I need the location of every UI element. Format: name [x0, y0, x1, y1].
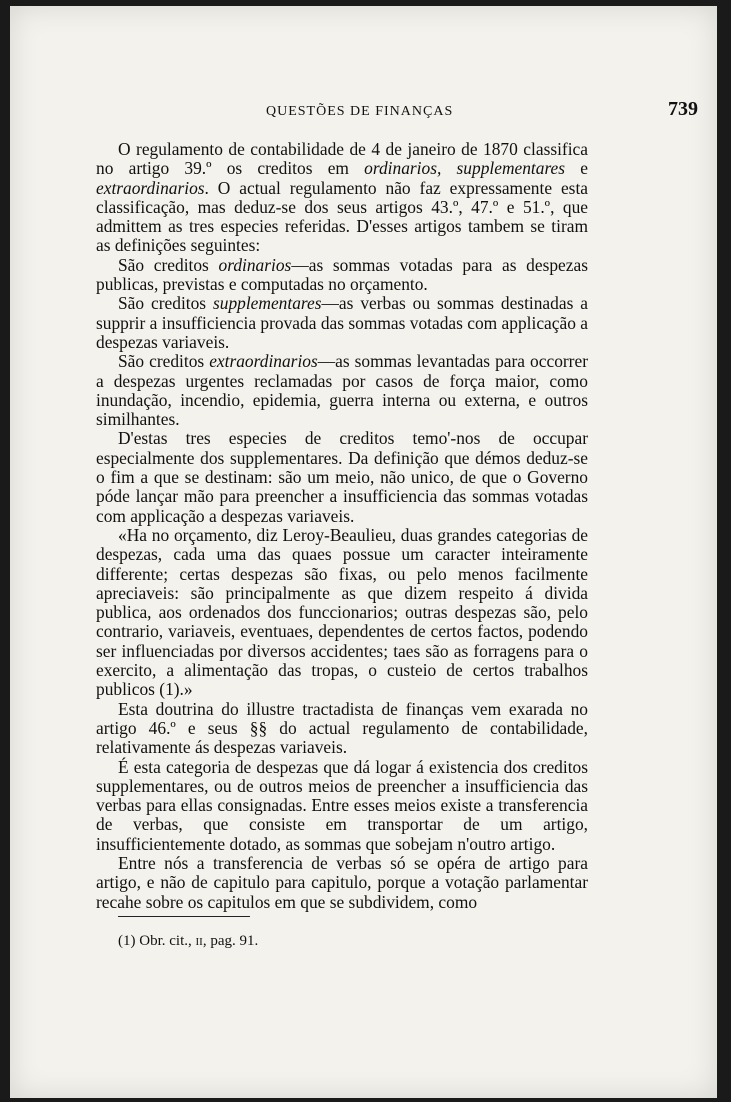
text-run: Entre nós a transferencia de verbas só se opéra de artigo para artigo, e não de capitulo para capitulo, porque a votação parlamentar recahe sobre os capitulos em que se subdividem, como [96, 852, 588, 912]
paragraph [96, 140, 588, 256]
text-run: O regulamento de contabilidade de 4 de janeiro de 1870 classifica no artigo 39.º os creditos em [96, 139, 588, 179]
footnote-rule [118, 916, 250, 917]
footnote [118, 933, 258, 950]
page-number: 739 [668, 98, 698, 120]
text-run: e [565, 158, 589, 179]
text-run: «Ha no orçamento, diz Leroy-Beaulieu, duas grandes categorias de despezas, cada uma das quaes possue um caracter inteiramente differente; certas despezas são fixas, ou pelo menos facilmente apreciaveis: são principalmente as que dizem respeito á divida publica, aos ordenados dos funccionarios; outras despezas são, pelo contrario, variaveis, eventuaes, dependentes de certos factos, podendo ser influenciadas por diversos accidentes; taes são as forragens para o exercito, a alimentação das tropas, o custeio de certos trabalhos publicos (1).» [96, 524, 588, 700]
italic-run: ordinarios [218, 254, 292, 275]
footnote-volume: ii [195, 933, 203, 949]
italic-run: supplementares [213, 293, 322, 314]
text-run: D'estas tres especies de creditos temo'-nos de occupar especialmente dos supplementares. Da definição que démos deduz-se o fim a que se destinam: são um meio, não unico, de que o Governo póde lançar mão para preencher a insufficiencia das sommas votadas com applicação a despezas variaveis. [96, 428, 588, 526]
paragraph [96, 854, 588, 912]
page-header [106, 96, 708, 128]
italic-run: extraordinarios [209, 351, 318, 372]
paragraph [96, 429, 588, 525]
running-title: QUESTÕES DE FINANÇAS [266, 104, 454, 119]
text-run: Esta doutrina do illustre tractadista de finanças vem exarada no artigo 46.º e seus §§ do actual regulamento de contabilidade, relativamente ás despezas variaveis. [96, 698, 588, 758]
text-run: . O actual regulamento não faz expressamente esta classificação, mas deduz-se dos seus artigos 43.º, 47.º e 51.º, que admittem as tres especies referidas. D'esses artigos tambem se tiram as definições seguintes: [96, 177, 588, 256]
paragraph [96, 758, 588, 854]
text-run: —as sommas levantadas para occorrer a despezas urgentes reclamadas por casos de força maior, como inundação, incendio, epidemia, guerra interna ou externa, e outros similhantes. [96, 351, 588, 430]
text-run: São creditos [118, 254, 219, 275]
body-text [96, 140, 588, 912]
text-run: São creditos [118, 351, 210, 372]
footnote-text-post: , pag. 91. [202, 933, 259, 949]
text-run: São creditos [118, 293, 213, 314]
paragraph [96, 700, 588, 758]
paragraph [96, 294, 588, 352]
text-run: —as sommas votadas para as despezas publicas, previstas e computadas no orçamento. [96, 254, 588, 295]
footnote-text-pre: (1) Obr. cit., [118, 933, 196, 949]
paragraph [96, 256, 588, 295]
text-run: —as verbas ou sommas destinadas a supprir a insufficiencia provada das sommas votadas com applicação a despezas variaveis. [96, 293, 588, 352]
italic-run: ordinarios, supplementares [364, 158, 566, 179]
italic-run: extraordinarios [96, 177, 205, 198]
text-run: É esta categoria de despezas que dá logar á existencia dos creditos supplementares, ou de outros meios de preencher a insufficiencia das verbas para ellas consignadas. Entre esses meios existe a transferencia de verbas, que consiste em transportar de um artigo, insufficientemente dotado, as sommas que sobejam n'outro artigo. [96, 756, 588, 854]
paragraph [96, 352, 588, 429]
paragraph [96, 526, 588, 700]
